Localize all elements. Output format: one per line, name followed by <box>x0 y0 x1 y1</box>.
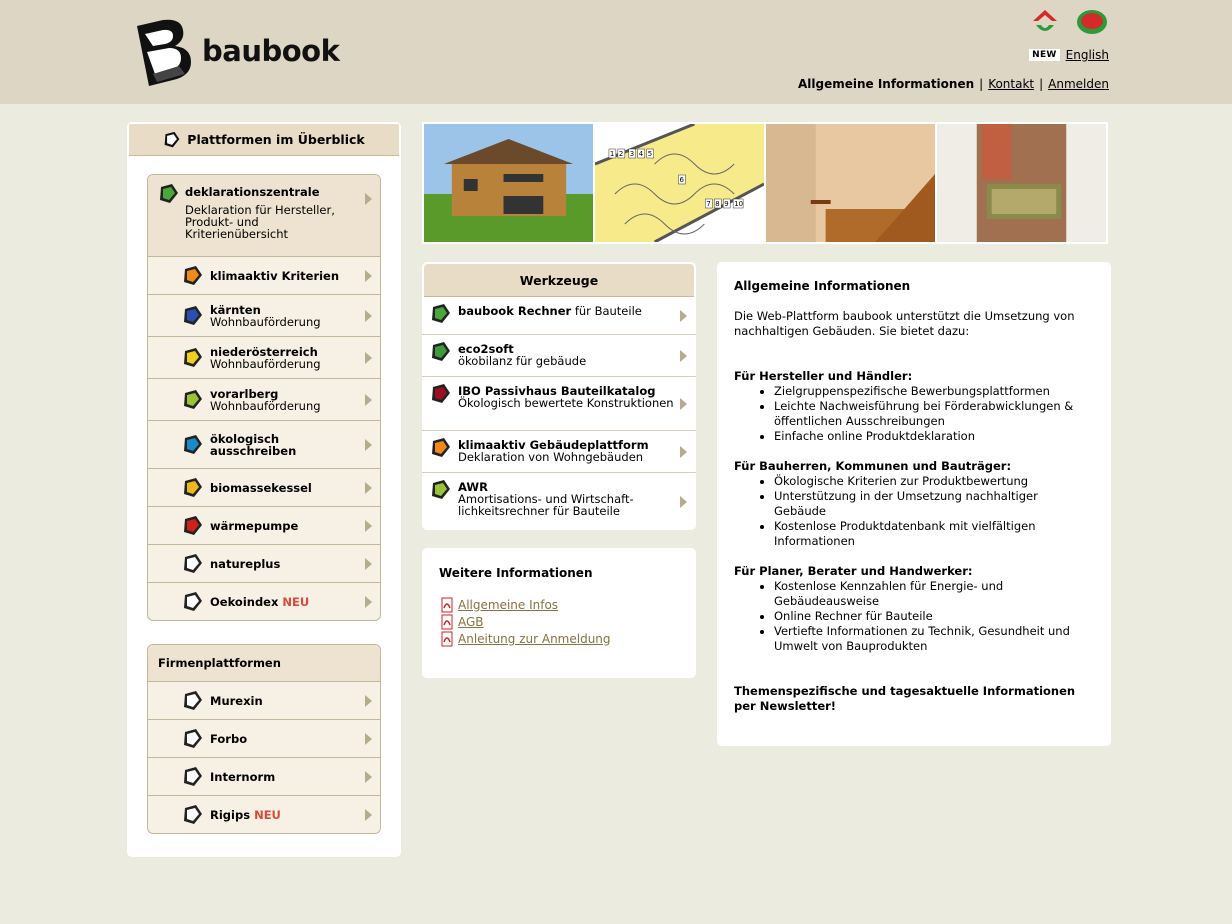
info-title: Allgemeine Informationen <box>734 279 911 293</box>
platform-item[interactable] <box>148 294 380 336</box>
info-section-heading: Für Bauherren, Kommunen und Bauträger: <box>734 459 1012 473</box>
pdf-icon <box>439 614 455 630</box>
platform-label: ökologisch <box>210 431 280 446</box>
platform-label: niederösterreich <box>210 344 318 359</box>
info-list-item: • Ökologische Kriterien zur Produktbewertung <box>774 474 1093 489</box>
platform-item[interactable] <box>148 506 380 544</box>
platform-label: kärnten <box>210 302 261 317</box>
general-info-panel <box>717 262 1111 746</box>
tool-label: baubook Rechner <box>458 304 572 318</box>
platform-item[interactable] <box>148 582 380 620</box>
diagram-label: 9 <box>724 199 729 209</box>
book-icon <box>182 690 204 712</box>
arrow-right-icon <box>365 558 372 570</box>
brand-name: baubook <box>202 34 340 68</box>
pdf-icon <box>439 631 455 647</box>
book-icon <box>430 303 452 325</box>
arrow-right-icon <box>365 695 372 707</box>
info-intro: Die Web-Plattform baubook unterstützt die Umsetzung von nachhaltigen Gebäuden. Sie bietet dazu: <box>734 309 1075 338</box>
platform-label: deklarationszentrale <box>185 185 320 199</box>
platform-sublabel: Wohnbauförderung <box>210 398 321 413</box>
partner-logos <box>1030 7 1110 37</box>
info-list-item: • Zielgruppenspezifische Bewerbungsplattformen <box>774 384 1093 399</box>
platform-label: klimaaktiv Kriterien <box>210 268 340 283</box>
tool-sublabel: ökobilanz für gebäude <box>458 354 587 368</box>
platform-item[interactable] <box>148 336 380 378</box>
platform-sublabel: Wohnbauförderung <box>210 314 321 329</box>
arrow-right-icon <box>365 439 372 451</box>
book-logo-icon <box>133 18 199 88</box>
book-icon <box>182 515 204 537</box>
tool-label-tail: für Bauteile <box>571 304 642 318</box>
book-icon <box>163 131 181 149</box>
info-link[interactable] <box>439 596 696 613</box>
more-info-panel <box>422 548 696 678</box>
nav-allgemeine-informationen[interactable]: Allgemeine Informationen <box>797 77 975 91</box>
arrow-right-icon <box>365 193 372 205</box>
info-list-item: • Einfache online Produktdeklaration <box>774 429 1093 444</box>
info-list-item: • Online Rechner für Bauteile <box>774 609 1093 624</box>
platform-item[interactable] <box>148 468 380 506</box>
platforms-title: Plattformen im Überblick <box>129 124 399 156</box>
top-navigation: Allgemeine Informationen | Kontakt | Anmelden <box>797 77 1109 91</box>
tool-sublabel: Deklaration von Wohngebäuden <box>458 450 644 464</box>
arrow-right-icon <box>365 352 372 364</box>
new-badge: NEU <box>282 594 310 609</box>
platform-item[interactable] <box>148 378 380 420</box>
green-book-icon <box>158 183 180 205</box>
diagram-label: 10 <box>734 199 744 209</box>
site-header <box>0 0 1232 104</box>
austria-map-icon[interactable] <box>1076 8 1108 36</box>
english-link[interactable]: English <box>1065 48 1109 62</box>
info-list-item: • Kostenlose Produktdatenbank mit vielfältigen Informationen <box>774 519 1093 549</box>
info-list-item: • Kostenlose Kennzahlen für Energie- und Gebäudeausweise <box>774 579 1093 609</box>
diagram-label: 7 <box>706 199 711 209</box>
pdf-icon <box>439 597 455 613</box>
company-label: Murexin <box>210 693 263 708</box>
new-badge: NEU <box>254 807 281 822</box>
company-platforms-title: Firmenplattformen <box>148 645 380 681</box>
arrow-right-icon <box>680 446 687 458</box>
arrow-right-icon <box>365 733 372 745</box>
book-icon <box>182 591 204 613</box>
info-list <box>734 474 1093 549</box>
tool-label: eco2soft <box>458 342 514 356</box>
arrow-right-icon <box>680 398 687 410</box>
info-link-text[interactable]: Allgemeine Infos <box>458 597 559 612</box>
diagram-label: 1 <box>609 149 615 159</box>
baubook-logo[interactable] <box>133 18 340 88</box>
more-info-title: Weitere Informationen <box>439 566 593 580</box>
house-photo <box>424 124 593 242</box>
platform-sublabel: ausschreiben <box>210 443 297 458</box>
platform-sublabel: Wohnbauförderung <box>210 356 321 371</box>
book-icon <box>182 434 204 456</box>
tool-sublabel: Amortisations- und Wirtschaft-lichkeitsrechner für Bauteile <box>458 492 634 518</box>
platform-item[interactable] <box>148 420 380 468</box>
arrow-right-icon <box>365 596 372 608</box>
info-section-heading: Für Planer, Berater und Handwerker: <box>734 564 973 578</box>
diagram-label: 8 <box>715 199 720 209</box>
book-icon <box>430 479 452 501</box>
platform-label: wärmepumpe <box>210 518 299 533</box>
nav-kontakt[interactable]: Kontakt <box>988 77 1035 91</box>
info-list <box>734 384 1093 444</box>
building-material-photo <box>937 124 1106 242</box>
info-list <box>734 579 1093 654</box>
platform-description: Deklaration für Hersteller, Produkt- und Kriterienübersicht <box>185 203 335 241</box>
book-icon <box>182 766 204 788</box>
company-item[interactable] <box>148 681 380 719</box>
book-icon <box>430 341 452 363</box>
tools-panel <box>422 262 696 530</box>
arrow-right-icon <box>365 771 372 783</box>
diagram-label: 5 <box>647 149 653 159</box>
diagram-label: 6 <box>679 175 684 185</box>
platform-label: biomassekessel <box>210 480 312 495</box>
arrow-right-icon <box>680 496 687 508</box>
company-label: Rigips <box>210 807 251 822</box>
platform-label: natureplus <box>210 556 281 571</box>
diagram-label: 3 <box>629 149 635 159</box>
platform-label: Oekoindex <box>210 594 279 609</box>
platform-label: vorarlberg <box>210 386 279 401</box>
book-icon <box>182 347 204 369</box>
house-logo-icon[interactable] <box>1030 7 1060 37</box>
info-list-item: • Unterstützung in der Umsetzung nachhaltiger Gebäude <box>774 489 1093 519</box>
book-icon <box>430 383 452 405</box>
newsletter-text: Themenspezifische und tagesaktuelle Informationen per Newsletter! <box>734 684 1076 713</box>
company-item[interactable] <box>148 719 380 757</box>
info-list-item: • Vertiefte Informationen zu Technik, Gesundheit und Umwelt von Bauprodukten <box>774 624 1093 654</box>
tool-label: AWR <box>458 480 488 494</box>
book-icon <box>182 477 204 499</box>
diagram-label: 4 <box>638 149 644 159</box>
arrow-right-icon <box>365 520 372 532</box>
wall-section-diagram <box>595 124 764 242</box>
company-label: Forbo <box>210 731 248 746</box>
info-link-text[interactable]: AGB <box>458 614 484 629</box>
platform-deklarationszentrale[interactable] <box>148 175 380 256</box>
arrow-right-icon <box>365 270 372 282</box>
arrow-right-icon <box>365 809 372 821</box>
book-icon <box>182 804 204 826</box>
info-link[interactable] <box>439 630 696 647</box>
company-platforms <box>147 644 381 834</box>
info-link-text[interactable]: Anleitung zur Anmeldung <box>458 631 611 646</box>
book-icon <box>182 305 204 327</box>
nav-anmelden[interactable]: Anmelden <box>1048 77 1109 91</box>
tool-label: IBO Passivhaus Bauteilkatalog <box>458 384 656 398</box>
info-link[interactable] <box>439 613 696 630</box>
tool-item[interactable] <box>422 297 696 334</box>
arrow-right-icon <box>365 394 372 406</box>
company-label: Internorm <box>210 769 276 784</box>
company-item[interactable] <box>148 757 380 795</box>
book-icon <box>182 389 204 411</box>
tool-item[interactable] <box>422 430 696 472</box>
diagram-label: 2 <box>618 149 624 159</box>
tool-item[interactable] <box>422 376 696 430</box>
info-section-heading: Für Hersteller und Händler: <box>734 369 913 383</box>
arrow-right-icon <box>680 350 687 362</box>
arrow-right-icon <box>680 310 687 322</box>
arrow-right-icon <box>365 482 372 494</box>
platforms-panel <box>127 122 401 857</box>
language-switch <box>1029 48 1109 62</box>
new-badge: NEW <box>1029 49 1060 61</box>
platform-item[interactable] <box>148 256 380 294</box>
book-icon <box>182 728 204 750</box>
platform-item[interactable] <box>148 544 380 582</box>
tools-title: Werkzeuge <box>424 264 694 297</box>
book-icon <box>182 265 204 287</box>
tool-item[interactable] <box>422 472 696 530</box>
tool-item[interactable] <box>422 334 696 376</box>
interior-stairs-photo <box>766 124 935 242</box>
company-item[interactable] <box>148 795 380 833</box>
tool-label: klimaaktiv Gebäudeplattform <box>458 438 649 452</box>
header-image-strip <box>422 122 1108 244</box>
book-icon <box>182 553 204 575</box>
arrow-right-icon <box>365 310 372 322</box>
tool-sublabel: Ökologisch bewertete Konstruktionen <box>458 396 674 410</box>
info-list-item: • Leichte Nachweisführung bei Förderabwicklungen & öffentlichen Ausschreibungen <box>774 399 1093 429</box>
book-icon <box>430 437 452 459</box>
platforms-list <box>147 174 381 621</box>
